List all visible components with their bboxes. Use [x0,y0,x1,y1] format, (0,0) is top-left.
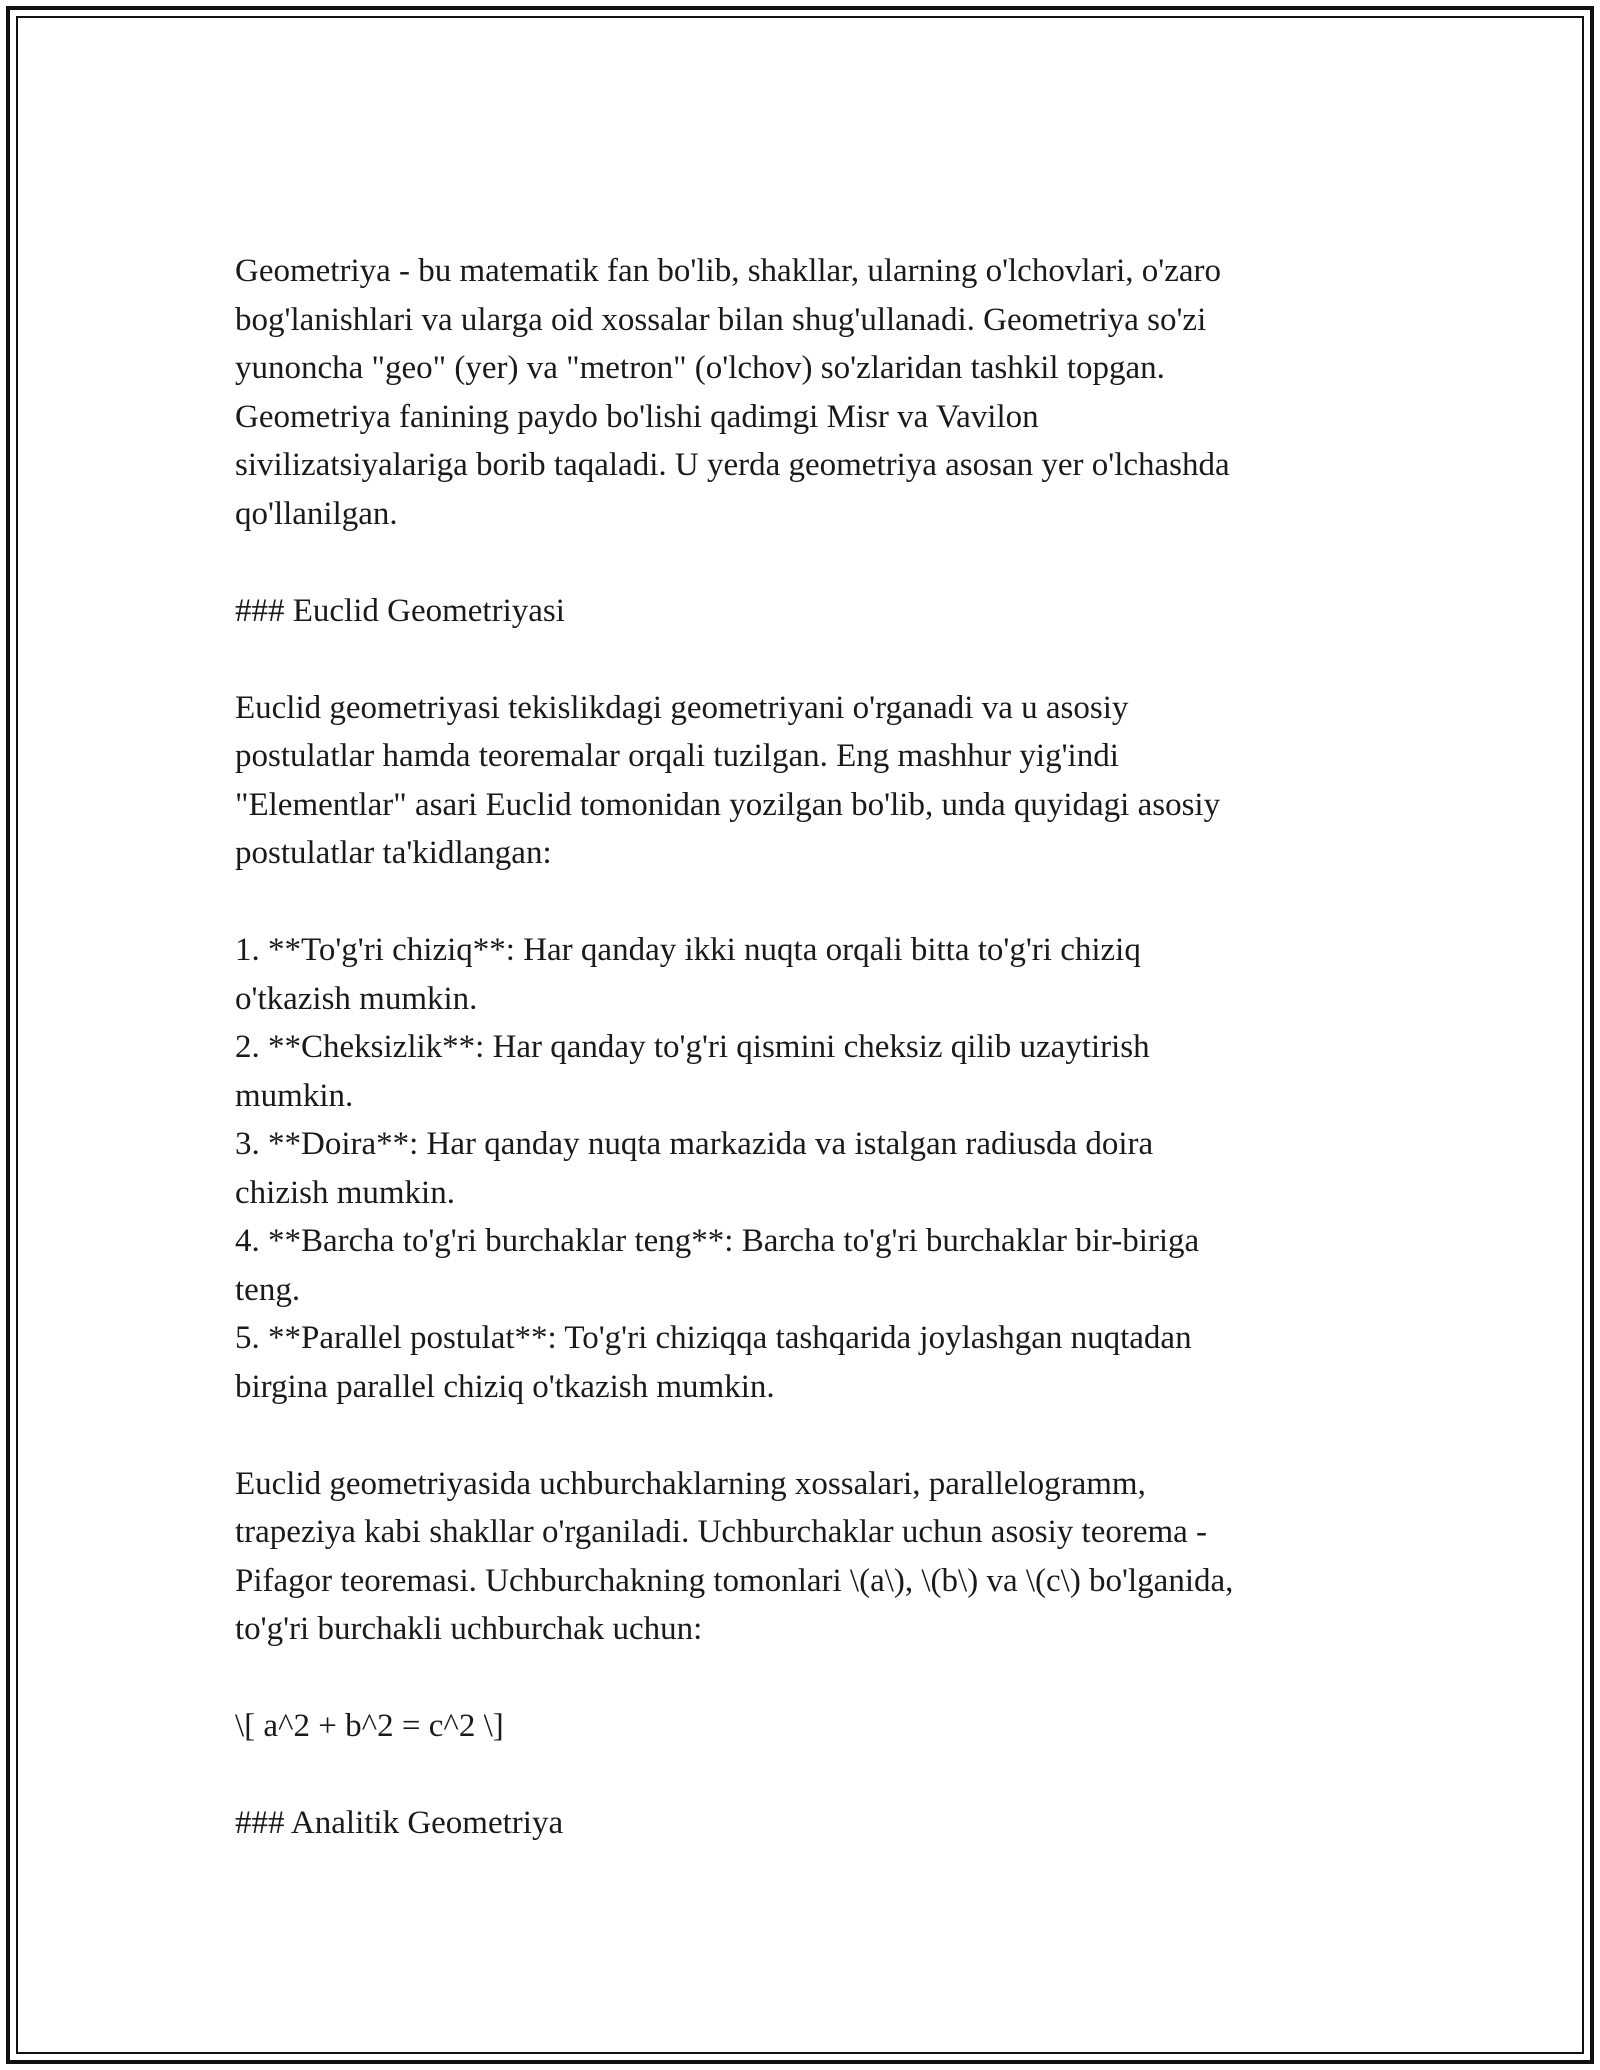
spacer [235,538,1375,587]
postulate-list [235,926,1375,1411]
pythagoras-formula: \[ a^2 + b^2 = c^2 \] [235,1708,504,1744]
spacer [235,878,1375,927]
spacer [235,1751,1375,1800]
postulate-item: 2. **Cheksizlik**: Har qanday to'g'ri qismini cheksiz qilib uzaytirish mumkin. [235,1029,1150,1114]
intro-paragraph: Geometriya - bu matematik fan bo'lib, shakllar, ularning o'lchovlari, o'zaro bog'lanishlari va ularga oid xossalar bilan shug'ullanadi. Geometriya so'zi yunoncha "geo" (yer) va "metron" (o'lchov) so'zlaridan tashkil topgan. Geometriya fanining paydo bo'lishi qadimgi Misr va Vavilon sivilizatsiyalariga borib taqaladi. U yerda geometriya asosan yer o'lchashda qo'llanilgan. [235,253,1230,532]
euclid-paragraph: Euclid geometriyasi tekislikdagi geometriyani o'rganadi va u asosiy postulatlar hamda teoremalar orqali tuzilgan. Eng mashhur yig'indi "Elementlar" asari Euclid tomonidan yozilgan bo'lib, unda quyidagi asosiy postulatlar ta'kidlangan: [235,689,1221,871]
spacer [235,1411,1375,1460]
postulate-item: 3. **Doira**: Har qanday nuqta markazida va istalgan radiusda doira chizish mumkin. [235,1126,1154,1211]
euclid-heading: ### Euclid Geometriyasi [235,592,565,629]
analytic-heading: ### Analitik Geometriya [235,1805,564,1841]
postulate-item: 4. **Barcha to'g'ri burchaklar teng**: Barcha to'g'ri burchaklar bir-biriga teng. [235,1223,1200,1308]
postulate-item: 1. **To'g'ri chiziq**: Har qanday ikki nuqta orqali bitta to'g'ri chiziq o'tkazish mumkin. [235,932,1141,1017]
euclid-paragraph-2: Euclid geometriyasida uchburchaklarning xossalari, parallelogramm, trapeziya kabi shakllar o'rganiladi. Uchburchaklar uchun asosiy teorema - Pifagor teoremasi. Uchburchakning tomonlari \(a\), \(b\) va \(c\) bo'lganida, to'g'ri burchakli uchburchak uchun: [235,1465,1234,1647]
document-body [235,247,1375,1848]
spacer [235,635,1375,684]
spacer [235,1654,1375,1703]
postulate-item: 5. **Parallel postulat**: To'g'ri chiziqqa tashqarida joylashgan nuqtadan birgina parallel chiziq o'tkazish mumkin. [235,1320,1192,1405]
